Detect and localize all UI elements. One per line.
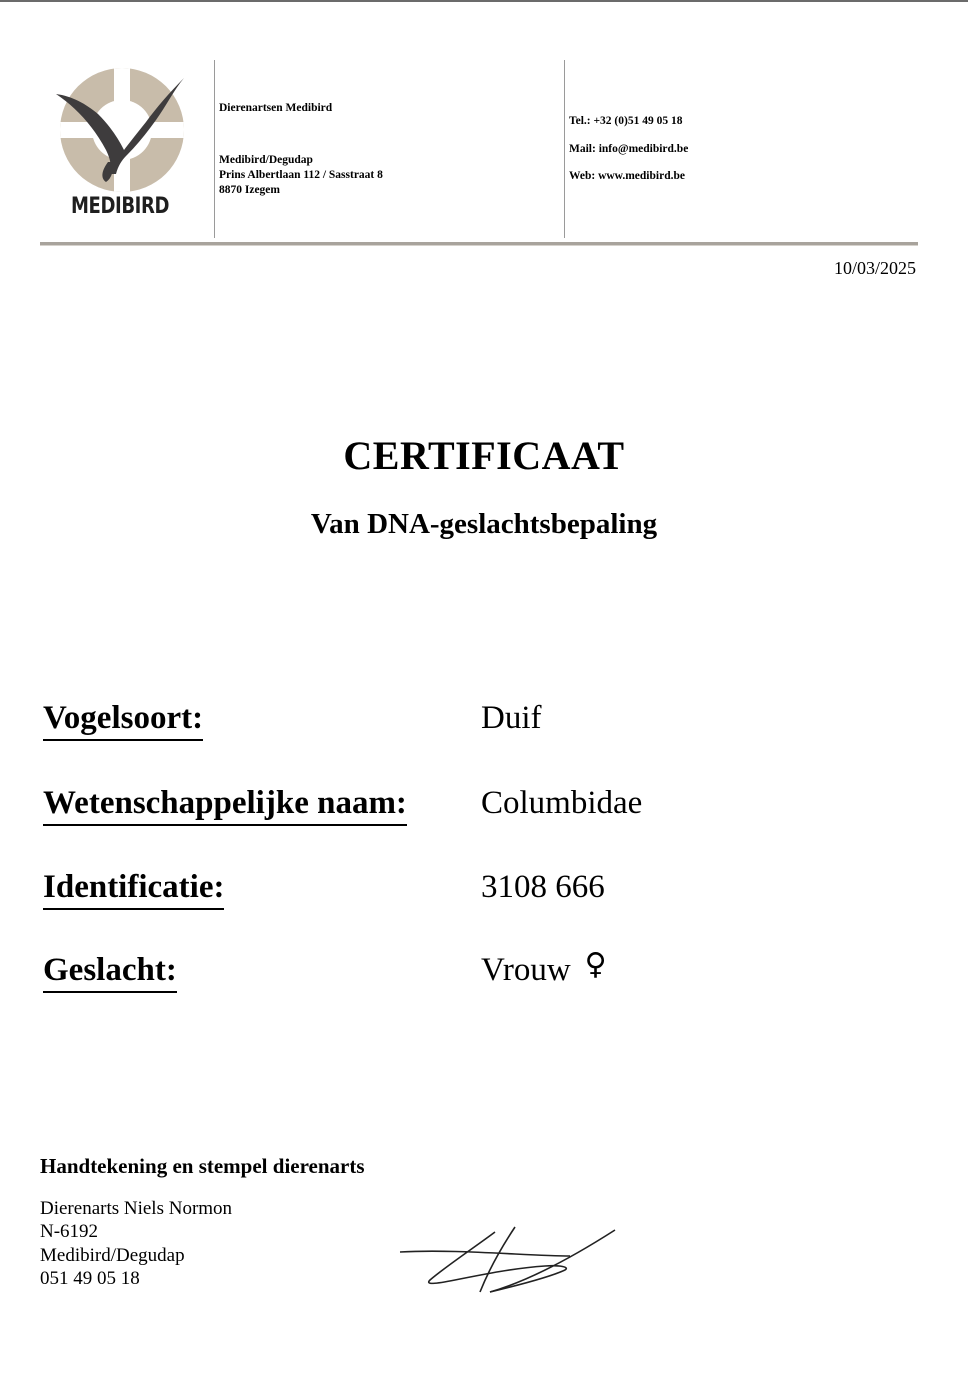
document-date: 10/03/2025 (833, 258, 916, 278)
contact-tel: Tel.: +32 (0)51 49 05 18 (569, 115, 683, 127)
female-symbol-icon: ♀ (584, 947, 607, 982)
certificate-title: CERTIFICAAT (343, 433, 625, 478)
signature-line: Dierenarts Niels Normon (40, 1198, 233, 1219)
field-value-scientific-name: Columbidae (481, 785, 643, 821)
address-line: 8870 Izegem (219, 184, 280, 196)
contact-web: Web: www.medibird.be (569, 170, 685, 182)
field-label-sex: Geslacht: (43, 952, 177, 993)
signature-line: Medibird/Degudap (40, 1245, 185, 1266)
signature-line: N-6192 (40, 1221, 99, 1242)
field-value-sex-row (481, 947, 607, 989)
header-divider (564, 60, 565, 238)
field-label-identification: Identificatie: (43, 869, 224, 910)
top-border (0, 0, 968, 2)
field-value-species: Duif (481, 700, 542, 736)
address-line: Prins Albertlaan 112 / Sasstraat 8 (219, 169, 383, 181)
handwritten-signature-icon (395, 1222, 620, 1302)
header-rule-shadow (40, 245, 918, 246)
header-divider (214, 60, 215, 238)
clinic-name: Dierenartsen Medibird (219, 102, 333, 114)
contact-mail: Mail: info@medibird.be (569, 143, 689, 155)
signature-line: 051 49 05 18 (40, 1268, 140, 1289)
field-value-identification: 3108 666 (481, 869, 605, 905)
field-value-sex: Vrouw (481, 952, 571, 988)
logo-wordmark: MEDIBIRD (70, 194, 170, 219)
field-label-scientific-name: Wetenschappelijke naam: (43, 785, 407, 826)
signature-heading: Handtekening en stempel dierenarts (40, 1154, 365, 1178)
certificate-subtitle: Van DNA-geslachtsbepaling (310, 508, 658, 540)
address-line: Medibird/Degudap (219, 154, 313, 166)
field-label-species: Vogelsoort: (43, 700, 203, 741)
